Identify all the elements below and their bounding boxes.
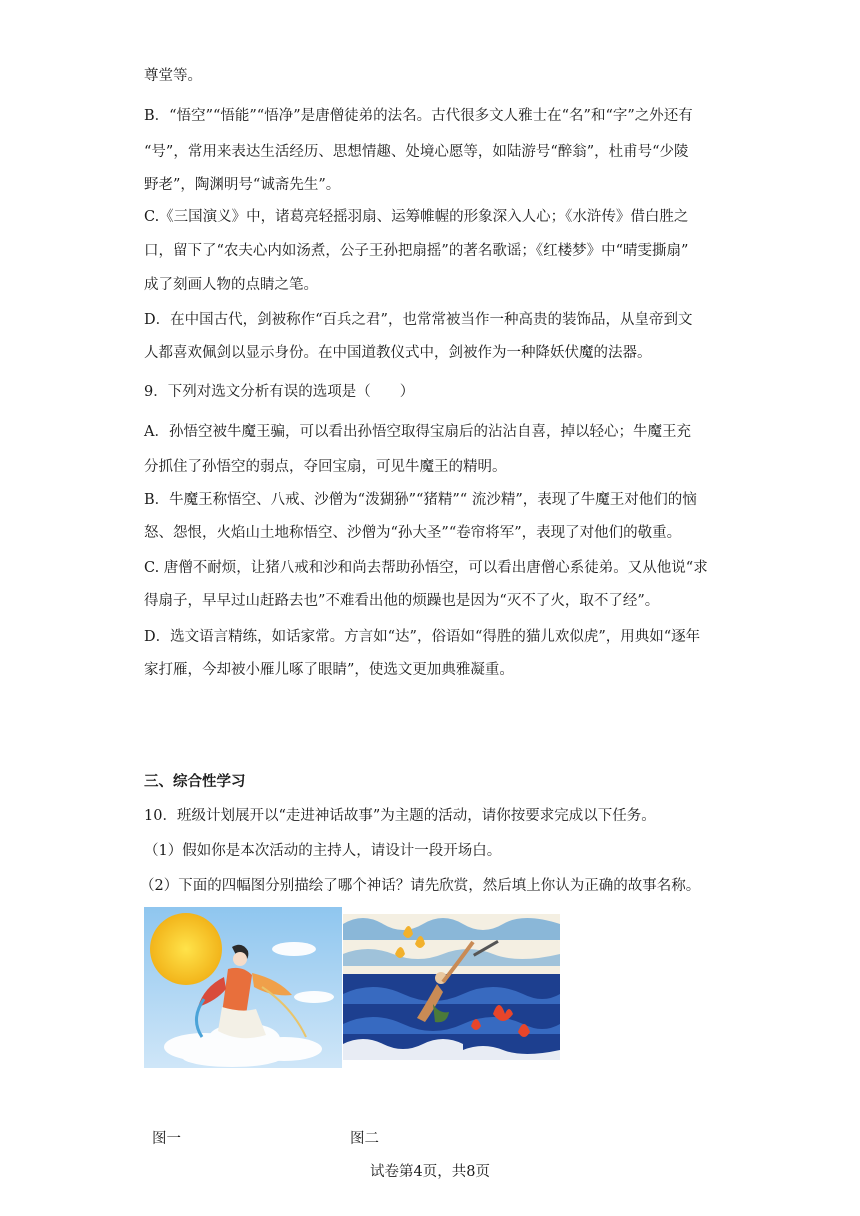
question-10-stem: 10．班级计划展开以“走进神话故事”为主题的活动，请你按要求完成以下任务。 — [144, 808, 656, 824]
figure-2-image — [343, 914, 560, 1060]
q9-option-c-line-1: C. 唐僧不耐烦，让猪八戒和沙和尚去帮助孙悟空，可以看出唐僧心系徒弟。又从他说“求 — [144, 560, 708, 576]
figure-2-caption: 图二 — [350, 1131, 379, 1147]
q9-option-d-line-1: D．选文语言精练，如话家常。方言如“达”，俗语如“得胜的猫儿欢似虎”，用典如“逐年 — [144, 629, 701, 645]
option-b-line-3: 野老”，陶渊明号“诚斋先生”。 — [144, 177, 341, 193]
q9-option-c-line-2: 得扇子，早早过山赶路去也”不难看出他的烦躁也是因为“灭不了火，取不了经”。 — [144, 593, 660, 609]
option-b-line-2: “号”，常用来表达生活经历、思想情趣、处境心愿等，如陆游号“醉翁”，杜甫号“少陵 — [144, 144, 689, 160]
question-10-sub2: （2）下面的四幅图分别描绘了哪个神话？请先欣赏，然后填上你认为正确的故事名称。 — [140, 878, 701, 894]
q9-option-a-line-1: A．孙悟空被牛魔王骗，可以看出孙悟空取得宝扇后的沾沾自喜，掉以轻心；牛魔王充 — [144, 424, 691, 440]
question-10-sub1: （1）假如你是本次活动的主持人，请设计一段开场白。 — [144, 843, 502, 859]
option-d-line-2: 人都喜欢佩剑以显示身份。在中国道教仪式中，剑被作为一种降妖伏魔的法器。 — [144, 345, 652, 361]
option-c-line-2: 口，留下了“农夫心内如汤煮，公子王孙把扇摇”的著名歌谣；《红楼梦》中“晴雯撕扇” — [144, 243, 689, 259]
section-title: 三、综合性学习 — [144, 773, 246, 790]
q9-option-b-line-1: B．牛魔王称悟空、八戒、沙僧为“泼猢狲”“猪精”“ 流沙精”，表现了牛魔王对他们的恼 — [144, 492, 697, 508]
option-c-line-3: 成了刻画人物的点睛之笔。 — [144, 277, 318, 293]
option-d-line-1: D．在中国古代，剑被称作“百兵之君”，也常常被当作一种高贵的装饰品，从皇帝到文 — [144, 312, 693, 328]
q9-option-a-line-2: 分抓住了孙悟空的弱点，夺回宝扇，可见牛魔王的精明。 — [144, 459, 507, 475]
figure-1-image — [144, 907, 342, 1068]
figure-1-caption: 图一 — [152, 1131, 181, 1147]
page-footer: 试卷第4页，共8页 — [370, 1164, 490, 1180]
q9-option-b-line-2: 怒、怨恨，火焰山土地称悟空、沙僧为“孙大圣”“卷帘将军”，表现了对他们的敬重。 — [144, 525, 682, 541]
option-b-line-1: B．“悟空”“悟能”“悟净”是唐僧徒弟的法名。古代很多文人雅士在“名”和“字”之外还有 — [144, 108, 693, 124]
option-c-line-1: C.《三国演义》中，诸葛亮轻摇羽扇、运筹帷幄的形象深入人心；《水浒传》借白胜之 — [144, 209, 689, 225]
q9-option-d-line-2: 家打雁，今却被小雁儿啄了眼睛”，使选文更加典雅凝重。 — [144, 662, 514, 678]
text-line: 尊堂等。 — [144, 68, 202, 84]
question-9-stem: 9．下列对选文分析有误的选项是（ ） — [144, 384, 415, 400]
